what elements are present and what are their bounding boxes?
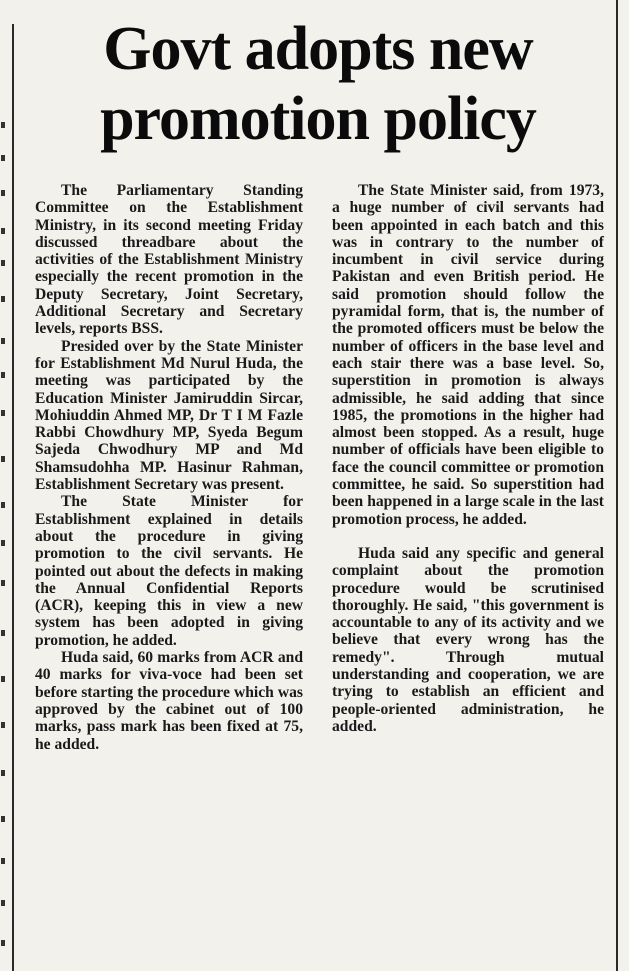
paragraph-4: Huda said, 60 marks from ACR and 40 marks for viva-voce had been set before starting the procedure which was approved by the cabinet out of 100 marks, pass mark has been fixed at 75, he added. — [35, 649, 303, 753]
paragraph-6: Huda said any specific and general complaint about the promotion procedure would be scrutinised thoroughly. He said, "this government is accountable to any of its activity and we believe that every wrong has the remedy". Through mutual understanding and cooperation, we are trying to establish an efficient and people-oriented administration, he added. — [332, 544, 604, 735]
article-column-left — [35, 182, 303, 753]
headline-line-1: Govt adopts new — [103, 15, 533, 83]
headline-line-2: promotion policy — [100, 85, 536, 153]
paragraph-5: The State Minister said, from 1973, a huge number of civil servants had been appointed in each batch and this was in contrary to the number of incumbent in civil service during Pakistan and even British period. He said promotion should follow the pyramidal form, that is, the number of the promoted officers must be below the number of officers in the base level and each stair there was a base level. So, superstition in promotion is always admissible, he said adding that since 1985, the promotions in the higher had almost been stopped. As a result, huge number of officials have been eligible to face the council committee or promotion committee, he said. So superstition had been happened in a large scale in the last promotion process, he added. — [332, 182, 604, 528]
paragraph-1: The Parliamentary Standing Committee on the Establishment Ministry, in its second meeting Friday discussed threadbare about the activities of the Establishment Ministry especially the recent promotion in the Deputy Secretary, Joint Secretary, Additional Secretary and Secretary levels, reports BSS. — [35, 182, 303, 338]
column-rule-right — [616, 0, 618, 971]
paragraph-3: The State Minister for Establishment explained in details about the procedure in giving promotion to the civil servants. He pointed out about the defects in making the Annual Confidential Reports (ACR), keeping this in view a new system has been adopted in giving promotion, he added. — [35, 493, 303, 649]
paragraph-2: Presided over by the State Minister for Establishment Md Nurul Huda, the meeting was participated by the Education Minister Jamiruddin Sircar, Mohiuddin Ahmed MP, Dr T I M Fazle Rabbi Chowdhury MP, Syeda Begum Sajeda Chwodhury MP and Md Shamsudohha MP. Hasinur Rahman, Establishment Secretary was present. — [35, 337, 303, 494]
article-column-right — [332, 182, 604, 735]
column-rule-left — [12, 24, 14, 971]
adjacent-column-fragments — [0, 110, 11, 970]
headline — [26, 14, 610, 154]
